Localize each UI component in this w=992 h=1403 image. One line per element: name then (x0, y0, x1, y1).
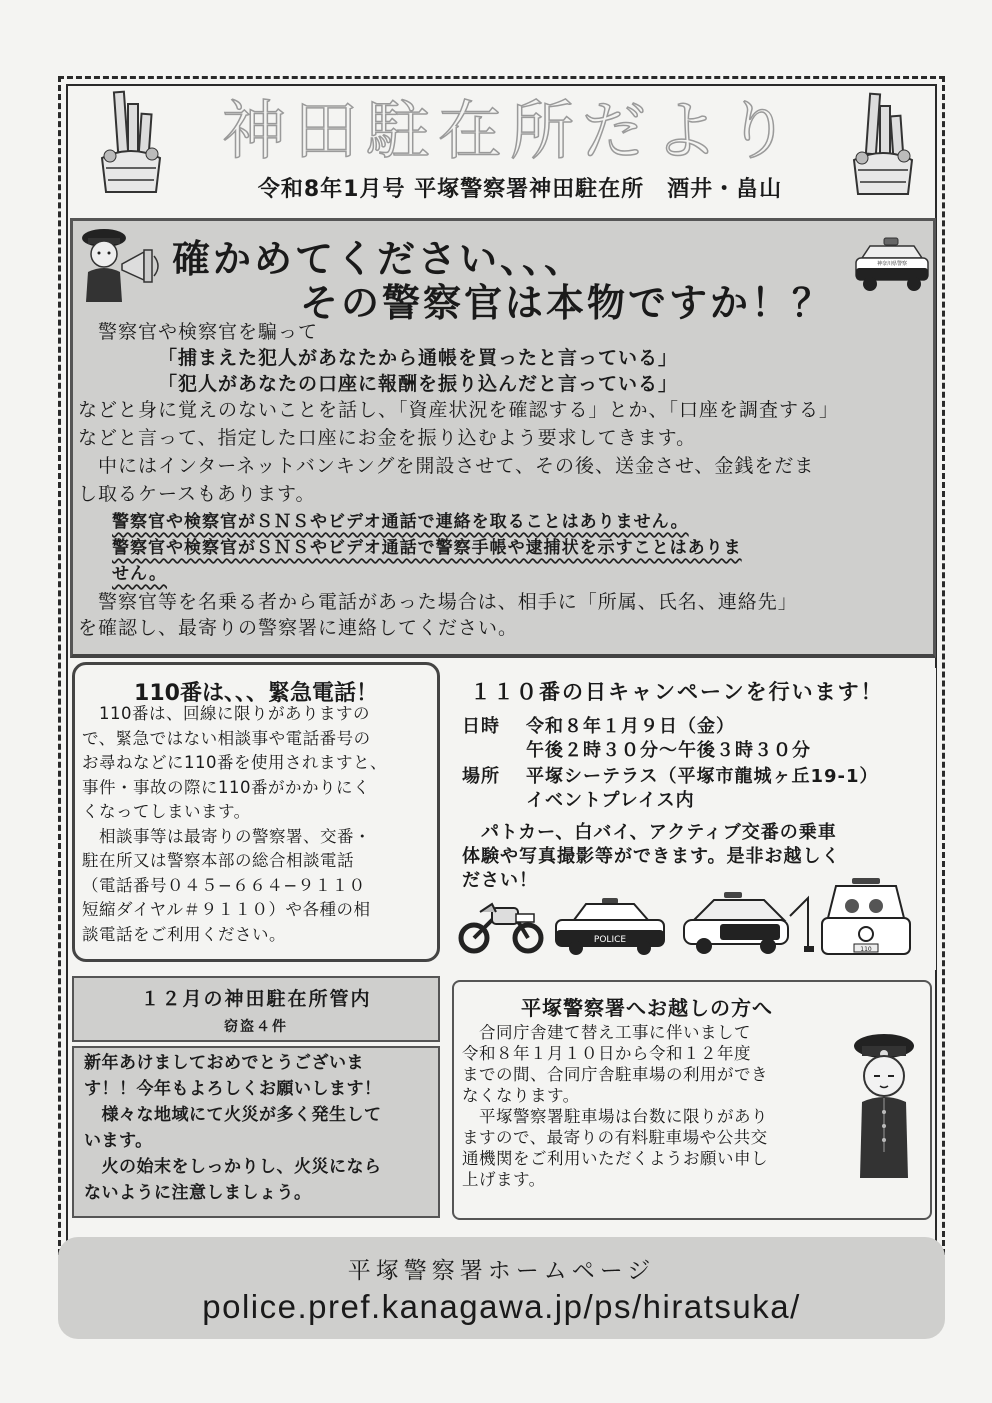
emergency-line: 駐在所又は警察本部の総合相談電話 (82, 851, 354, 870)
warning-para2-line2: し取るケースもあります。 (78, 483, 316, 505)
emergency-line: 談電話をご利用ください。 (82, 924, 286, 944)
police-officer-megaphone-icon (78, 224, 168, 306)
emergency-line: 事件・事故の際に110番がかかりにく (82, 777, 370, 797)
emergency-line: 相談事等は最寄りの警察署、交番・ (82, 826, 371, 846)
warning-emphasis2-line1: 警察官や検察官がＳＮＳやビデオ通話で警察手帳や逮捕状を示すことはありま (112, 538, 742, 558)
visitor-notice-title: 平塚警察署へお越しの方へ (521, 996, 773, 1020)
vehicle-plate: 110 (860, 946, 872, 953)
police-motorcycle-icon (456, 894, 546, 954)
campaign-place-value1: 平塚シーテラス（平塚市龍城ヶ丘19-1） (526, 766, 879, 787)
december-crime-stat: 窃盗４件 (224, 1019, 288, 1035)
warning-para1-line2: などと身に覚えのないことを話し、「資産状況を確認する」とか、「口座を調査する」 (78, 399, 840, 421)
new-year-line: ないように注意しましょう。 (84, 1183, 312, 1203)
visitor-line: 令和８年１月１０日から令和１２年度 (462, 1044, 751, 1063)
emergency-line: くなってしまいます。 (82, 802, 251, 821)
visitor-line: 上げます。 (462, 1170, 546, 1189)
campaign-desc-line1: パトカー、白バイ、アクティブ交番の乗車 (462, 822, 837, 843)
emergency-line: で、緊急ではない相談事や電話番号の (82, 728, 371, 748)
patrol-car-label: 神奈川県警察 (876, 261, 908, 267)
newsletter-subtitle: 令和8年1月号 平塚警察署神田駐在所 酒井・畠山 (257, 177, 783, 202)
december-title: １２月の神田駐在所管内 (140, 988, 372, 1010)
campaign-date-value2: 午後２時３０分～午後３時３０分 (526, 740, 811, 761)
warning-emphasis1: 警察官や検察官がＳＮＳやビデオ通話で連絡を取ることはありません。 (112, 512, 689, 532)
visitor-line: ますので、最寄りの有料駐車場や公共交 (462, 1128, 768, 1147)
warning-title-line2: その警察官は本物ですか！？ (300, 281, 834, 325)
patrol-car-police-icon (552, 896, 668, 956)
campaign-desc-line2: 体験や写真撮影等ができます。是非お越しく (462, 846, 841, 867)
police-officer-saluting-icon (848, 1032, 920, 1182)
warning-emphasis2-line2: せん。 (112, 564, 168, 584)
visitor-notice-text (462, 1022, 852, 1190)
new-year-text (84, 1050, 434, 1206)
emergency-title: 110番は、、、緊急電話！ (134, 681, 378, 706)
emergency-line: （電話番号０４５−６６４−９１１０ (82, 875, 366, 895)
warning-para3-line2: を確認し、最寄りの警察署に連絡してください。 (78, 617, 519, 639)
campaign-desc-line3: ださい！ (462, 870, 538, 891)
emergency-line: 110番は、回線に限りがありますの (82, 704, 370, 723)
campaign-date-label: 日時 (462, 716, 500, 737)
warning-para2-line1: 中にはインターネットバンキングを開設させて、その後、送金させ、金銭をだま (98, 455, 815, 477)
visitor-line: 通機関をご利用いただくようお願い申し (462, 1149, 768, 1168)
campaign-title: １１０番の日キャンペーンを行います！ (470, 680, 884, 704)
campaign-place-label: 場所 (462, 766, 500, 787)
homepage-url[interactable]: police.pref.kanagawa.jp/ps/hiratsuka/ (202, 1288, 801, 1325)
visitor-line: 平塚警察署駐車場は台数に限りがあり (462, 1107, 768, 1126)
homepage-label: 平塚警察署ホームページ (347, 1258, 656, 1284)
active-koban-vehicle-icon (818, 878, 914, 964)
new-year-line: います。 (84, 1131, 153, 1151)
campaign-place-value2: イベントプレイス内 (526, 790, 695, 811)
warning-para1-line1: 警察官や検察官を騙って (98, 321, 319, 343)
emergency-line: 短縮ダイヤル＃９１１０）や各種の相 (82, 900, 371, 919)
warning-para1-line3: などと言って、指定した口座にお金を振り込むよう要求してきます。 (78, 427, 697, 449)
police-car-label: POLICE (593, 935, 627, 945)
patrol-car-side-icon (680, 890, 814, 956)
patrol-car-icon (852, 236, 932, 296)
warning-title-line1: 確かめてください、、、 (172, 237, 586, 281)
warning-para3-line1: 警察官等を名乗る者から電話があった場合は、相手に「所属、氏名、連絡先」 (98, 591, 798, 613)
visitor-line: なくなります。 (462, 1086, 580, 1105)
new-year-line: 火の始末をしっかりし、火災になら (84, 1157, 382, 1177)
visitor-line: までの間、合同庁舎駐車場の利用ができ (462, 1065, 768, 1084)
warning-quote1: 「捕まえた犯人があなたから通帳を買ったと言っている」 (158, 347, 679, 369)
warning-quote2: 「犯人があなたの口座に報酬を振り込んだと言っている」 (158, 373, 679, 395)
kadomatsu-left-icon (96, 88, 166, 198)
visitor-line: 合同庁舎建て替え工事に伴いまして (462, 1023, 751, 1042)
new-year-line: す！！今年もよろしくお願いします！ (84, 1079, 382, 1099)
campaign-date-value1: 令和８年１月９日（金） (526, 716, 735, 737)
new-year-line: 新年あけましておめでとうございま (84, 1053, 364, 1073)
emergency-text (82, 702, 432, 947)
newsletter-title: 神田駐在所だより (222, 95, 798, 169)
new-year-line: 様々な地域にて火災が多く発生して (84, 1105, 382, 1125)
emergency-line: お尋ねなどに110番を使用されますと、 (82, 753, 387, 772)
